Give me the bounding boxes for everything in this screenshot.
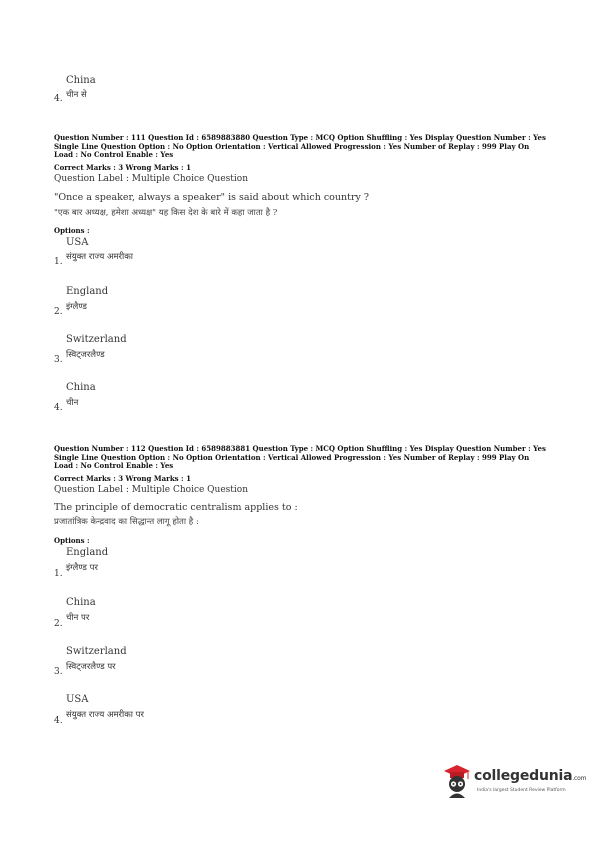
- question-marks: Correct Marks : 3 Wrong Marks : 1: [54, 163, 191, 172]
- question-label: Question Label : Multiple Choice Question: [54, 485, 249, 495]
- question-text-en: The principle of democratic centralism applies to :: [54, 502, 298, 513]
- option-text-en: England: [66, 286, 109, 297]
- option-text-en: China: [66, 382, 96, 393]
- option-number: 3.: [54, 355, 63, 365]
- option-text-en: USA: [66, 694, 89, 705]
- question-meta: Question Number : 111 Question Id : 6589883880 Question Type : MCQ Option Shuffling : Yes Display Question Number : Yes Single Line Question Option : No Option Orientation : Vertical Allowed Progression : Yes Number of Replay : 999 Play On Load : No Control Enable : Yes: [54, 133, 546, 159]
- option-text-en: Switzerland: [66, 334, 127, 345]
- option-number: 1.: [54, 569, 63, 579]
- logo-tagline: India's largest Student Review Platform: [477, 788, 566, 793]
- option-number: 1.: [54, 257, 63, 267]
- option-text-hi: स्विट्जरलैण्ड: [66, 350, 105, 360]
- option-number: 4.: [54, 716, 63, 726]
- question-text-hi: प्रजातांत्रिक केन्द्रवाद का सिद्धान्त लागू होता है :: [54, 517, 199, 527]
- question-text-hi: "एक बार अध्यक्ष, हमेशा अध्यक्ष" यह किस देश के बारे में कहा जाता है ?: [54, 208, 278, 218]
- option-text-en: China: [66, 597, 96, 608]
- option-text-hi: इंग्लैण्ड पर: [66, 563, 98, 573]
- option-number: 2.: [54, 619, 63, 629]
- collegedunia-logo: [441, 762, 587, 802]
- question-marks: Correct Marks : 3 Wrong Marks : 1: [54, 474, 191, 483]
- graduate-mascot-icon: [441, 762, 471, 798]
- option-text-hi: संयुक्त राज्य अमरीका पर: [66, 710, 144, 720]
- question-label: Question Label : Multiple Choice Question: [54, 174, 249, 184]
- option-text-en: China: [66, 75, 96, 86]
- option-text-en: USA: [66, 237, 89, 248]
- options-heading: Options :: [54, 226, 90, 235]
- option-text-en: Switzerland: [66, 646, 127, 657]
- option-number: 4.: [54, 94, 63, 104]
- option-text-en: England: [66, 547, 109, 558]
- question-text-en: "Once a speaker, always a speaker" is said about which country ?: [54, 192, 369, 203]
- option-text-hi: चीन: [66, 398, 79, 408]
- option-text-hi: चीन से: [66, 90, 87, 100]
- option-text-hi: संयुक्त राज्य अमरीका: [66, 252, 133, 262]
- option-number: 4.: [54, 403, 63, 413]
- question-meta: Question Number : 112 Question Id : 6589883881 Question Type : MCQ Option Shuffling : Yes Display Question Number : Yes Single Line Question Option : No Option Orientation : Vertical Allowed Progression : Yes Number of Replay : 999 Play On Load : No Control Enable : Yes: [54, 444, 546, 470]
- option-text-hi: इंग्लैण्ड: [66, 302, 87, 312]
- option-text-hi: चीन पर: [66, 613, 90, 623]
- options-heading: Options :: [54, 536, 90, 545]
- option-text-hi: स्विट्जरलैण्ड पर: [66, 662, 116, 672]
- logo-wordmark: collegedunia.com: [474, 768, 587, 784]
- option-number: 2.: [54, 307, 63, 317]
- option-number: 3.: [54, 667, 63, 677]
